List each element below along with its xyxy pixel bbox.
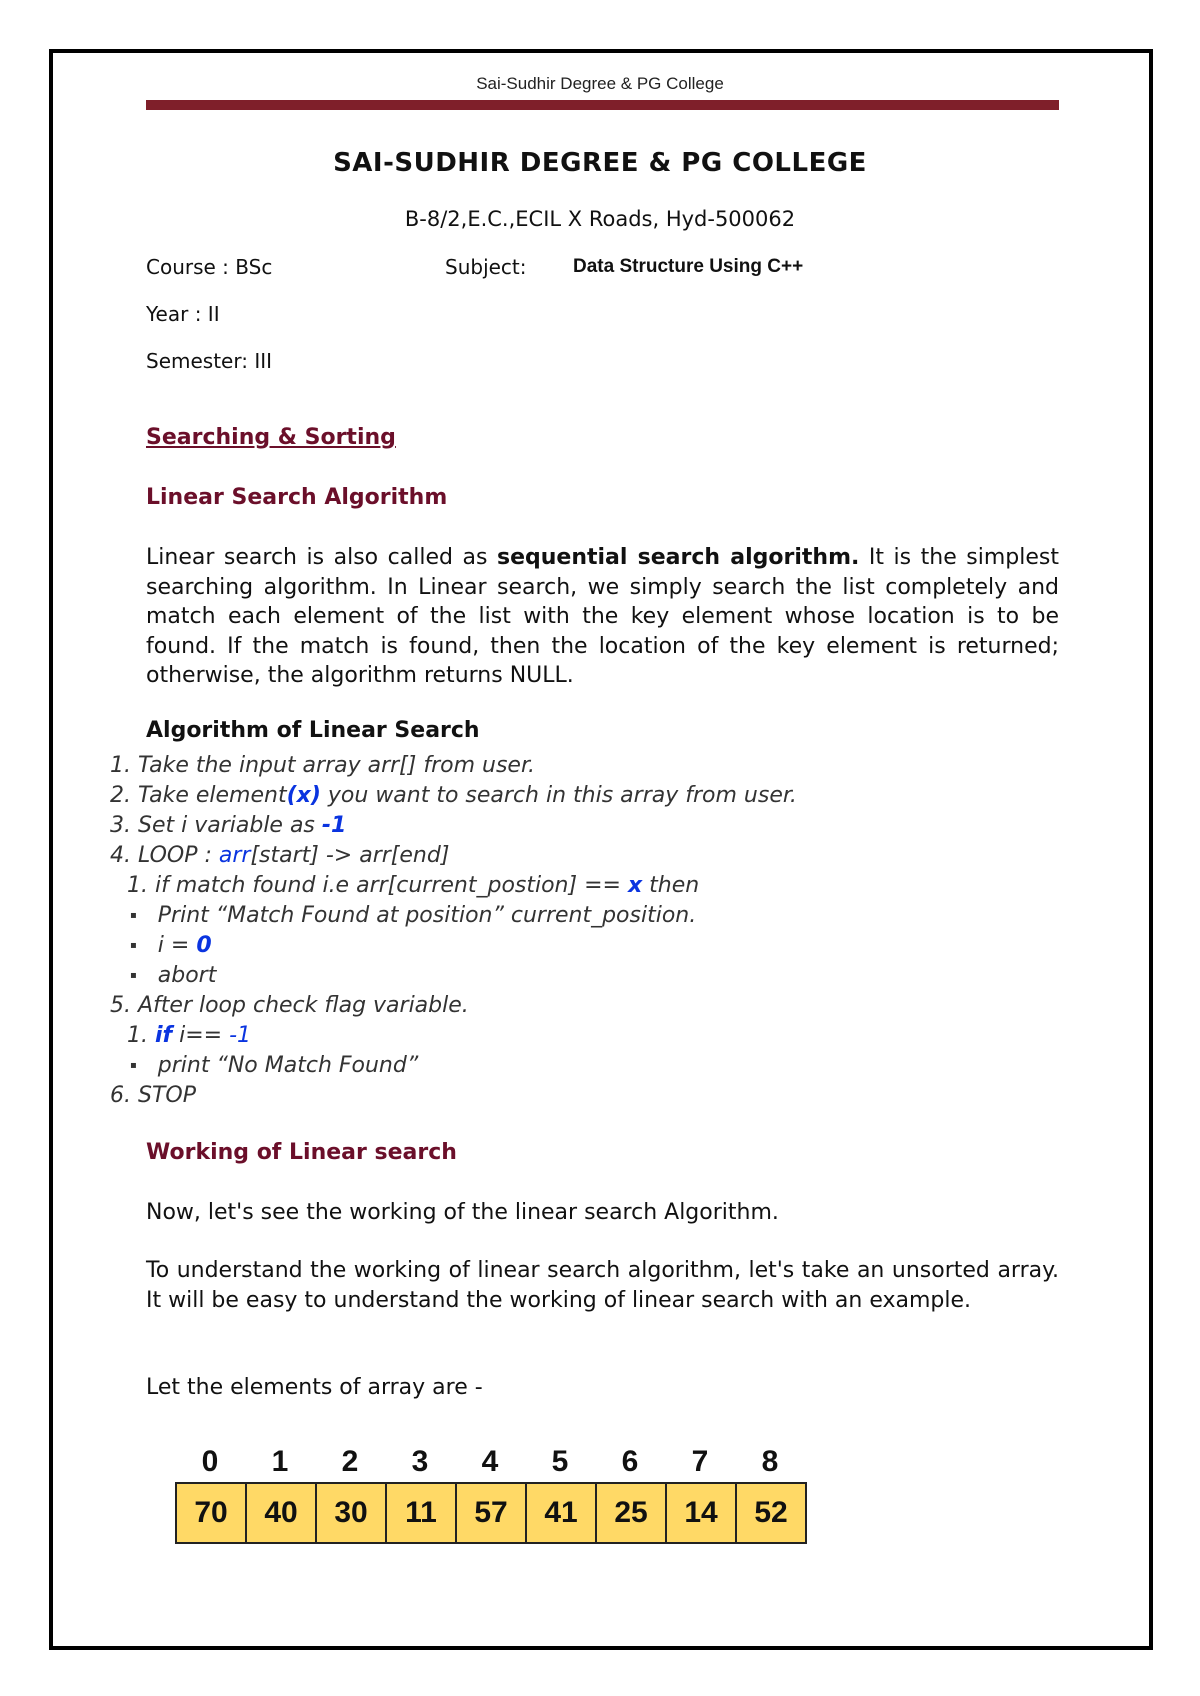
bullet-3-text: abort — [157, 963, 217, 988]
array-index: 1 — [271, 1445, 289, 1478]
array-index: 3 — [411, 1445, 429, 1478]
bullet-4-text: print “No Match Found” — [157, 1053, 419, 1078]
algorithm-step-4-1 — [127, 873, 699, 898]
array-cells — [175, 1482, 807, 1544]
working-p3-text: Let the elements of array are - — [146, 1375, 483, 1400]
subject-label: Subject: — [445, 255, 527, 279]
algorithm-step-2 — [110, 783, 797, 808]
intro-paragraph — [146, 543, 1059, 691]
algorithm-bullet-2 — [130, 933, 212, 958]
step-4-1-rest: then — [642, 873, 700, 898]
step-4-arr: arr — [218, 843, 251, 868]
array-cell: 25 — [597, 1484, 667, 1542]
algorithm-bullet-3 — [130, 963, 216, 988]
array-index: 5 — [551, 1445, 569, 1478]
step-5-1-value: -1 — [229, 1023, 252, 1048]
array-cell: 70 — [177, 1484, 247, 1542]
header-rule — [146, 100, 1059, 110]
working-p1-text: Now, let's see the working of the linear search Algorithm. — [146, 1200, 779, 1225]
bullet-1-text: Print “Match Found at position” current_position. — [157, 903, 697, 928]
year-label: Year : II — [146, 302, 220, 326]
step-3-value: -1 — [321, 813, 347, 838]
running-header: Sai-Sudhir Degree & PG College — [476, 74, 724, 93]
bullet-2-text: i = — [157, 933, 197, 958]
linear-search-heading: Linear Search Algorithm — [146, 485, 448, 510]
array-index: 2 — [341, 1445, 359, 1478]
step-5-1-text: i== — [172, 1023, 230, 1048]
step-5-1-if: if — [154, 1023, 173, 1048]
array-cell: 52 — [737, 1484, 805, 1542]
algorithm-bullet-4 — [130, 1053, 418, 1078]
array-cell: 11 — [387, 1484, 457, 1542]
course-label: Course : BSc — [146, 255, 273, 279]
step-4-text: 4. LOOP : — [110, 843, 219, 868]
algorithm-step-6: 6. STOP — [110, 1083, 196, 1108]
semester-label: Semester: III — [146, 349, 273, 373]
array-cell: 40 — [247, 1484, 317, 1542]
step-2-x: (x) — [286, 783, 321, 808]
working-paragraph-1 — [146, 1198, 1059, 1228]
algorithm-bullet-1 — [130, 903, 696, 928]
array-cell: 57 — [457, 1484, 527, 1542]
array-index: 4 — [481, 1445, 499, 1478]
bullet-2-value: 0 — [196, 933, 212, 958]
array-index: 7 — [691, 1445, 709, 1478]
array-index: 6 — [621, 1445, 639, 1478]
algorithm-step-5-1 — [127, 1023, 251, 1048]
step-4-rest: [start] -> arr[end] — [250, 843, 450, 868]
bullet-icon: ▪ — [130, 910, 137, 921]
working-p2-text: To understand the working of linear search algorithm, let's take an unsorted array. It will be easy to understand the working of linear search with an example. — [146, 1258, 1059, 1313]
working-heading: Working of Linear search — [146, 1140, 457, 1165]
bullet-icon: ▪ — [130, 1060, 137, 1071]
section-title: Searching & Sorting — [146, 425, 396, 450]
array-index: 8 — [761, 1445, 779, 1478]
working-paragraph-2 — [146, 1256, 1059, 1315]
array-index-row — [175, 1445, 805, 1479]
subject-value: Data Structure Using C++ — [573, 256, 804, 277]
step-5-1-number: 1. — [127, 1023, 155, 1048]
step-3-text: 3. Set i variable as — [110, 813, 322, 838]
step-2-text: 2. Take element — [110, 783, 287, 808]
algorithm-step-5: 5. After loop check flag variable. — [110, 993, 469, 1018]
bullet-icon: ▪ — [130, 970, 137, 981]
intro-bold-term: sequential search algorithm. — [496, 545, 860, 570]
college-name: SAI-SUDHIR DEGREE & PG COLLEGE — [333, 148, 867, 178]
step-4-1-text: 1. if match found i.e arr[current_postion] == — [127, 873, 628, 898]
step-4-1-x: x — [627, 873, 643, 898]
array-index: 0 — [201, 1445, 219, 1478]
college-address: B-8/2,E.C.,ECIL X Roads, Hyd-500062 — [404, 207, 796, 231]
algorithm-step-1: 1. Take the input array arr[] from user. — [110, 753, 535, 778]
bullet-icon: ▪ — [130, 940, 137, 951]
step-2-rest: you want to search in this array from user. — [320, 783, 797, 808]
array-cell: 41 — [527, 1484, 597, 1542]
working-paragraph-3 — [146, 1373, 1059, 1403]
algorithm-step-3 — [110, 813, 346, 838]
intro-text-end: It is the simplest searching algorithm. In Linear search, we simply search the list completely and match each element of the list with the key element whose location is to be found. If the match is found, then the location of the key element is returned; otherwise, the algorithm returns NULL. — [146, 545, 1059, 688]
algorithm-step-4 — [110, 843, 449, 868]
algorithm-title: Algorithm of Linear Search — [146, 718, 480, 743]
array-cell: 30 — [317, 1484, 387, 1542]
array-cell: 14 — [667, 1484, 737, 1542]
intro-text-start: Linear search is also called as — [146, 545, 497, 570]
